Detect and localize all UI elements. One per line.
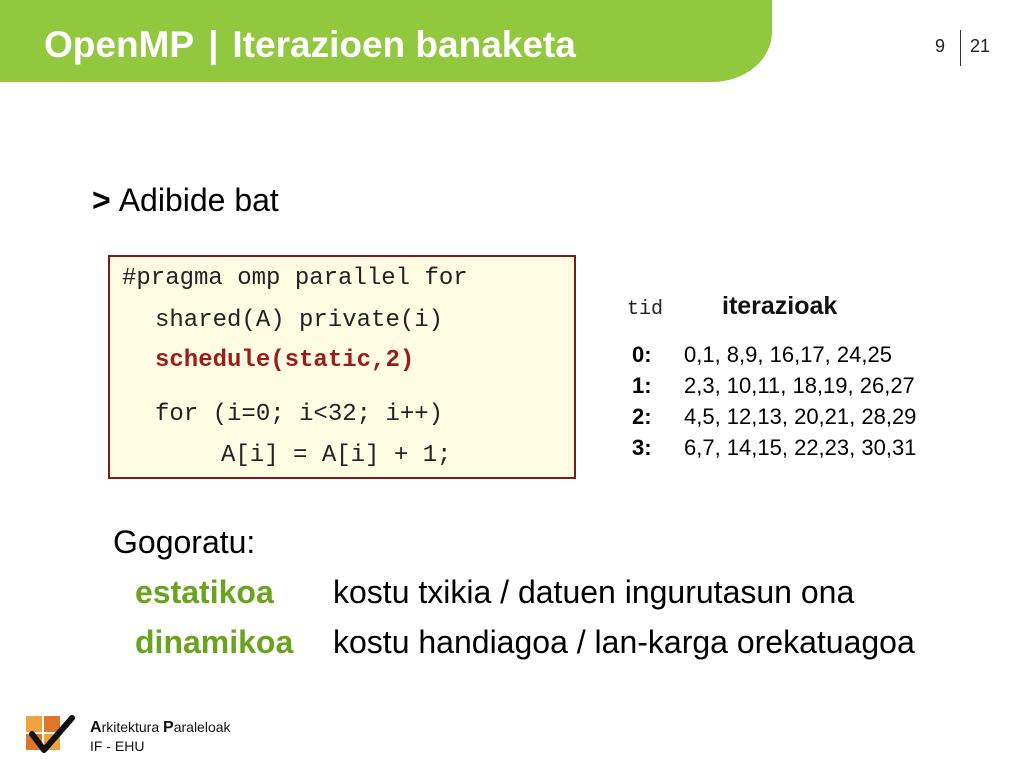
footer-text xyxy=(90,718,231,755)
term-static: estatikoa xyxy=(135,574,274,610)
iteration-row-values: 2,3, 10,11, 18,19, 26,27 xyxy=(684,373,915,398)
footer-a-rest: rkitektura xyxy=(101,719,164,735)
code-line-clauses: shared(A) private(i) xyxy=(155,307,444,334)
code-line-schedule: schedule(static,2) xyxy=(155,347,415,374)
iterations-header: iterazioak xyxy=(722,292,838,320)
code-line-pragma: #pragma omp parallel for xyxy=(122,265,468,292)
iteration-row xyxy=(632,435,916,461)
iteration-row-tid: 2: xyxy=(632,404,652,429)
footer-p-rest: araleloak xyxy=(173,719,231,735)
iteration-row-values: 4,5, 12,13, 20,21, 28,29 xyxy=(684,404,917,429)
iteration-row-tid: 0: xyxy=(632,342,652,367)
title-separator: | xyxy=(208,24,219,65)
title-part-2: Iterazioen banaketa xyxy=(232,24,576,65)
iteration-row-tid: 3: xyxy=(632,435,652,460)
code-block xyxy=(108,255,576,479)
code-line-for: for (i=0; i<32; i++) xyxy=(155,401,444,428)
footer-a-cap: A xyxy=(90,719,102,736)
term-static-desc: kostu txikia / datuen ingurutasun ona xyxy=(333,574,855,610)
iteration-row xyxy=(632,342,892,368)
remember-item-static xyxy=(135,574,854,611)
term-dynamic-desc: kostu handiagoa / lan-karga orekatuagoa xyxy=(333,624,915,660)
page-total: 21 xyxy=(970,36,991,56)
page-current: 9 xyxy=(935,36,946,56)
iteration-row-values: 0,1, 8,9, 16,17, 24,25 xyxy=(684,342,892,367)
iteration-row-values: 6,7, 14,15, 22,23, 30,31 xyxy=(684,435,917,460)
section-heading-text: Adibide bat xyxy=(118,182,279,218)
footer-line-2: IF - EHU xyxy=(90,738,145,754)
iteration-row-tid: 1: xyxy=(632,373,652,398)
title-part-1: OpenMP xyxy=(44,24,195,65)
bullet-arrow-icon: > xyxy=(92,182,111,218)
footer-p-cap: P xyxy=(163,719,174,736)
code-line-body: A[i] = A[i] + 1; xyxy=(221,442,452,469)
footer-line-1 xyxy=(90,718,231,737)
iteration-row xyxy=(632,404,916,430)
tid-header: tid xyxy=(627,298,664,321)
remember-label: Gogoratu: xyxy=(113,524,256,560)
remember-item-dynamic xyxy=(135,624,915,661)
page-divider xyxy=(960,30,961,66)
section-heading xyxy=(92,182,279,219)
university-logo-icon xyxy=(24,712,76,756)
slide-title xyxy=(44,24,576,66)
iteration-row xyxy=(632,373,915,399)
term-dynamic: dinamikoa xyxy=(135,624,294,660)
